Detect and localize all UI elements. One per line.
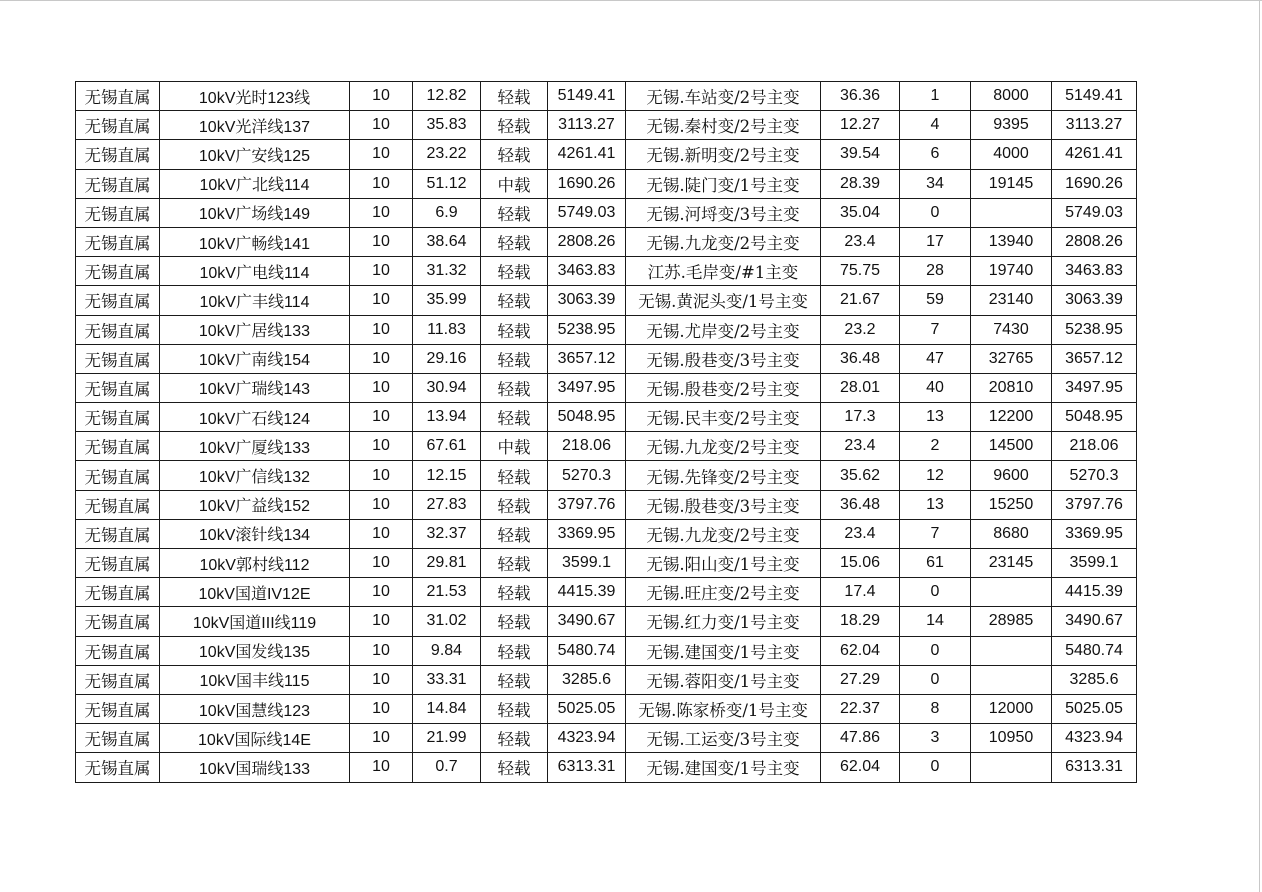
line-name-cell: 10kV国丰线115 — [160, 665, 350, 694]
load-status-cell: 轻载 — [481, 724, 548, 753]
load-rate-cell: 9.84 — [413, 636, 481, 665]
total-capacity-cell: 32765 — [971, 344, 1052, 373]
count-cell: 34 — [900, 169, 971, 198]
voltage-cell: 10 — [350, 578, 413, 607]
transformer-load-cell: 27.29 — [821, 665, 900, 694]
voltage-cell: 10 — [350, 286, 413, 315]
transformer-cell: 无锡.蓉阳变/1号主变 — [626, 665, 821, 694]
page-top-border — [0, 0, 1262, 1]
capacity-cell: 5149.41 — [548, 82, 626, 111]
count-cell: 7 — [900, 315, 971, 344]
voltage-cell: 10 — [350, 169, 413, 198]
load-rate-cell: 32.37 — [413, 519, 481, 548]
line-name-cell: 10kV广益线152 — [160, 490, 350, 519]
capacity-cell: 3657.12 — [548, 344, 626, 373]
load-rate-cell: 30.94 — [413, 373, 481, 402]
load-status-cell: 轻载 — [481, 665, 548, 694]
available-capacity-cell: 5025.05 — [1052, 694, 1137, 723]
transformer-cell: 无锡.秦村变/2号主变 — [626, 111, 821, 140]
load-status-cell: 轻载 — [481, 519, 548, 548]
available-capacity-cell: 1690.26 — [1052, 169, 1137, 198]
transformer-load-cell: 47.86 — [821, 724, 900, 753]
count-cell: 0 — [900, 665, 971, 694]
total-capacity-cell — [971, 636, 1052, 665]
count-cell: 7 — [900, 519, 971, 548]
count-cell: 4 — [900, 111, 971, 140]
voltage-cell: 10 — [350, 549, 413, 578]
voltage-cell: 10 — [350, 403, 413, 432]
region-cell: 无锡直属 — [76, 461, 160, 490]
transformer-load-cell: 62.04 — [821, 753, 900, 782]
available-capacity-cell: 218.06 — [1052, 432, 1137, 461]
capacity-cell: 5270.3 — [548, 461, 626, 490]
region-cell: 无锡直属 — [76, 344, 160, 373]
total-capacity-cell: 13940 — [971, 227, 1052, 256]
transformer-load-cell: 36.36 — [821, 82, 900, 111]
capacity-cell: 4261.41 — [548, 140, 626, 169]
transformer-cell: 江苏.毛岸变/#1主变 — [626, 257, 821, 286]
load-rate-cell: 0.7 — [413, 753, 481, 782]
total-capacity-cell: 8680 — [971, 519, 1052, 548]
transformer-load-cell: 17.4 — [821, 578, 900, 607]
line-name-cell: 10kV广丰线114 — [160, 286, 350, 315]
capacity-cell: 5749.03 — [548, 198, 626, 227]
table-row — [76, 753, 1137, 782]
capacity-cell: 218.06 — [548, 432, 626, 461]
table-row — [76, 490, 1137, 519]
transformer-load-cell: 23.4 — [821, 227, 900, 256]
line-name-cell: 10kV广场线149 — [160, 198, 350, 227]
capacity-cell: 3463.83 — [548, 257, 626, 286]
voltage-cell: 10 — [350, 257, 413, 286]
transformer-load-cell: 62.04 — [821, 636, 900, 665]
capacity-cell: 5480.74 — [548, 636, 626, 665]
table-row — [76, 111, 1137, 140]
transformer-load-cell: 28.01 — [821, 373, 900, 402]
voltage-cell: 10 — [350, 111, 413, 140]
line-name-cell: 10kV广石线124 — [160, 403, 350, 432]
region-cell: 无锡直属 — [76, 490, 160, 519]
page-right-border — [1259, 0, 1260, 892]
load-rate-cell: 21.99 — [413, 724, 481, 753]
capacity-cell: 3490.67 — [548, 607, 626, 636]
voltage-cell: 10 — [350, 753, 413, 782]
transformer-cell: 无锡.九龙变/2号主变 — [626, 227, 821, 256]
table-row — [76, 373, 1137, 402]
capacity-cell: 5048.95 — [548, 403, 626, 432]
total-capacity-cell — [971, 578, 1052, 607]
region-cell: 无锡直属 — [76, 286, 160, 315]
available-capacity-cell: 3797.76 — [1052, 490, 1137, 519]
transformer-load-cell: 35.62 — [821, 461, 900, 490]
table-row — [76, 432, 1137, 461]
load-rate-cell: 35.99 — [413, 286, 481, 315]
count-cell: 0 — [900, 198, 971, 227]
transformer-cell: 无锡.殷巷变/2号主变 — [626, 373, 821, 402]
line-name-cell: 10kV广信线132 — [160, 461, 350, 490]
capacity-cell: 1690.26 — [548, 169, 626, 198]
transformer-load-cell: 23.4 — [821, 519, 900, 548]
capacity-cell: 3113.27 — [548, 111, 626, 140]
region-cell: 无锡直属 — [76, 578, 160, 607]
count-cell: 2 — [900, 432, 971, 461]
available-capacity-cell: 4261.41 — [1052, 140, 1137, 169]
voltage-cell: 10 — [350, 227, 413, 256]
load-rate-cell: 27.83 — [413, 490, 481, 519]
available-capacity-cell: 3657.12 — [1052, 344, 1137, 373]
available-capacity-cell: 5048.95 — [1052, 403, 1137, 432]
load-status-cell: 轻载 — [481, 373, 548, 402]
transformer-cell: 无锡.红力变/1号主变 — [626, 607, 821, 636]
load-status-cell: 中载 — [481, 169, 548, 198]
region-cell: 无锡直属 — [76, 227, 160, 256]
table-row — [76, 694, 1137, 723]
voltage-cell: 10 — [350, 140, 413, 169]
voltage-cell: 10 — [350, 607, 413, 636]
voltage-cell: 10 — [350, 432, 413, 461]
line-name-cell: 10kV滚针线134 — [160, 519, 350, 548]
line-name-cell: 10kV广电线114 — [160, 257, 350, 286]
count-cell: 1 — [900, 82, 971, 111]
table-row — [76, 461, 1137, 490]
total-capacity-cell: 19740 — [971, 257, 1052, 286]
total-capacity-cell: 4000 — [971, 140, 1052, 169]
transformer-cell: 无锡.殷巷变/3号主变 — [626, 344, 821, 373]
table-row — [76, 519, 1137, 548]
count-cell: 47 — [900, 344, 971, 373]
data-table — [75, 81, 1137, 783]
region-cell: 无锡直属 — [76, 111, 160, 140]
load-rate-cell: 31.02 — [413, 607, 481, 636]
count-cell: 6 — [900, 140, 971, 169]
available-capacity-cell: 3490.67 — [1052, 607, 1137, 636]
load-rate-cell: 67.61 — [413, 432, 481, 461]
count-cell: 0 — [900, 636, 971, 665]
count-cell: 12 — [900, 461, 971, 490]
line-name-cell: 10kV广厦线133 — [160, 432, 350, 461]
load-status-cell: 轻载 — [481, 607, 548, 636]
transformer-cell: 无锡.九龙变/2号主变 — [626, 519, 821, 548]
available-capacity-cell: 6313.31 — [1052, 753, 1137, 782]
available-capacity-cell: 3113.27 — [1052, 111, 1137, 140]
transformer-cell: 无锡.先锋变/2号主变 — [626, 461, 821, 490]
load-status-cell: 轻载 — [481, 636, 548, 665]
region-cell: 无锡直属 — [76, 636, 160, 665]
transformer-load-cell: 21.67 — [821, 286, 900, 315]
table-row — [76, 227, 1137, 256]
load-rate-cell: 14.84 — [413, 694, 481, 723]
load-rate-cell: 38.64 — [413, 227, 481, 256]
available-capacity-cell: 3063.39 — [1052, 286, 1137, 315]
line-name-cell: 10kV广北线114 — [160, 169, 350, 198]
load-rate-cell: 6.9 — [413, 198, 481, 227]
load-status-cell: 轻载 — [481, 257, 548, 286]
transformer-cell: 无锡.民丰变/2号主变 — [626, 403, 821, 432]
line-name-cell: 10kV国慧线123 — [160, 694, 350, 723]
line-name-cell: 10kV广居线133 — [160, 315, 350, 344]
line-name-cell: 10kV国瑞线133 — [160, 753, 350, 782]
count-cell: 61 — [900, 549, 971, 578]
load-status-cell: 轻载 — [481, 227, 548, 256]
total-capacity-cell: 23140 — [971, 286, 1052, 315]
load-rate-cell: 51.12 — [413, 169, 481, 198]
load-rate-cell: 31.32 — [413, 257, 481, 286]
available-capacity-cell: 5238.95 — [1052, 315, 1137, 344]
count-cell: 0 — [900, 578, 971, 607]
transformer-load-cell: 23.2 — [821, 315, 900, 344]
available-capacity-cell: 3285.6 — [1052, 665, 1137, 694]
table-row — [76, 724, 1137, 753]
count-cell: 3 — [900, 724, 971, 753]
region-cell: 无锡直属 — [76, 198, 160, 227]
load-status-cell: 轻载 — [481, 286, 548, 315]
transformer-load-cell: 12.27 — [821, 111, 900, 140]
table-row — [76, 578, 1137, 607]
total-capacity-cell: 9600 — [971, 461, 1052, 490]
voltage-cell: 10 — [350, 694, 413, 723]
total-capacity-cell: 12000 — [971, 694, 1052, 723]
available-capacity-cell: 4415.39 — [1052, 578, 1137, 607]
line-name-cell: 10kV广瑞线143 — [160, 373, 350, 402]
load-status-cell: 轻载 — [481, 403, 548, 432]
region-cell: 无锡直属 — [76, 140, 160, 169]
capacity-cell: 3369.95 — [548, 519, 626, 548]
capacity-cell: 3063.39 — [548, 286, 626, 315]
transformer-cell: 无锡.建国变/1号主变 — [626, 753, 821, 782]
transformer-cell: 无锡.陡门变/1号主变 — [626, 169, 821, 198]
total-capacity-cell: 9395 — [971, 111, 1052, 140]
capacity-cell: 3599.1 — [548, 549, 626, 578]
transformer-cell: 无锡.尤岸变/2号主变 — [626, 315, 821, 344]
available-capacity-cell: 5270.3 — [1052, 461, 1137, 490]
count-cell: 8 — [900, 694, 971, 723]
total-capacity-cell — [971, 665, 1052, 694]
table-row — [76, 549, 1137, 578]
capacity-cell: 4323.94 — [548, 724, 626, 753]
load-status-cell: 轻载 — [481, 694, 548, 723]
voltage-cell: 10 — [350, 724, 413, 753]
region-cell: 无锡直属 — [76, 82, 160, 111]
load-rate-cell: 29.16 — [413, 344, 481, 373]
load-rate-cell: 12.82 — [413, 82, 481, 111]
transformer-load-cell: 15.06 — [821, 549, 900, 578]
voltage-cell: 10 — [350, 461, 413, 490]
transformer-load-cell: 28.39 — [821, 169, 900, 198]
region-cell: 无锡直属 — [76, 549, 160, 578]
count-cell: 14 — [900, 607, 971, 636]
voltage-cell: 10 — [350, 315, 413, 344]
count-cell: 28 — [900, 257, 971, 286]
total-capacity-cell: 28985 — [971, 607, 1052, 636]
count-cell: 40 — [900, 373, 971, 402]
line-name-cell: 10kV国发线135 — [160, 636, 350, 665]
line-name-cell: 10kV国道IV12E — [160, 578, 350, 607]
count-cell: 59 — [900, 286, 971, 315]
capacity-cell: 2808.26 — [548, 227, 626, 256]
load-rate-cell: 12.15 — [413, 461, 481, 490]
region-cell: 无锡直属 — [76, 694, 160, 723]
line-name-cell: 10kV广安线125 — [160, 140, 350, 169]
table-body — [76, 82, 1137, 783]
load-status-cell: 轻载 — [481, 549, 548, 578]
available-capacity-cell: 2808.26 — [1052, 227, 1137, 256]
load-status-cell: 轻载 — [481, 82, 548, 111]
region-cell: 无锡直属 — [76, 665, 160, 694]
total-capacity-cell: 10950 — [971, 724, 1052, 753]
transformer-load-cell: 36.48 — [821, 344, 900, 373]
available-capacity-cell: 5149.41 — [1052, 82, 1137, 111]
available-capacity-cell: 3369.95 — [1052, 519, 1137, 548]
count-cell: 0 — [900, 753, 971, 782]
voltage-cell: 10 — [350, 344, 413, 373]
line-name-cell: 10kV国际线14E — [160, 724, 350, 753]
available-capacity-cell: 5749.03 — [1052, 198, 1137, 227]
line-name-cell: 10kV广南线154 — [160, 344, 350, 373]
load-rate-cell: 11.83 — [413, 315, 481, 344]
count-cell: 13 — [900, 403, 971, 432]
available-capacity-cell: 3599.1 — [1052, 549, 1137, 578]
load-rate-cell: 23.22 — [413, 140, 481, 169]
total-capacity-cell: 20810 — [971, 373, 1052, 402]
transformer-load-cell: 75.75 — [821, 257, 900, 286]
load-status-cell: 轻载 — [481, 111, 548, 140]
load-status-cell: 轻载 — [481, 461, 548, 490]
transformer-load-cell: 23.4 — [821, 432, 900, 461]
total-capacity-cell: 7430 — [971, 315, 1052, 344]
region-cell: 无锡直属 — [76, 257, 160, 286]
region-cell: 无锡直属 — [76, 432, 160, 461]
transformer-cell: 无锡.建国变/1号主变 — [626, 636, 821, 665]
transformer-load-cell: 35.04 — [821, 198, 900, 227]
voltage-cell: 10 — [350, 82, 413, 111]
transformer-cell: 无锡.河埒变/3号主变 — [626, 198, 821, 227]
table-row — [76, 198, 1137, 227]
region-cell: 无锡直属 — [76, 519, 160, 548]
load-status-cell: 轻载 — [481, 140, 548, 169]
total-capacity-cell: 8000 — [971, 82, 1052, 111]
count-cell: 13 — [900, 490, 971, 519]
region-cell: 无锡直属 — [76, 724, 160, 753]
table-row — [76, 82, 1137, 111]
available-capacity-cell: 3497.95 — [1052, 373, 1137, 402]
transformer-cell: 无锡.黄泥头变/1号主变 — [626, 286, 821, 315]
available-capacity-cell: 4323.94 — [1052, 724, 1137, 753]
total-capacity-cell — [971, 198, 1052, 227]
capacity-cell: 6313.31 — [548, 753, 626, 782]
transformer-cell: 无锡.阳山变/1号主变 — [626, 549, 821, 578]
capacity-cell: 3285.6 — [548, 665, 626, 694]
table-row — [76, 344, 1137, 373]
region-cell: 无锡直属 — [76, 607, 160, 636]
total-capacity-cell: 23145 — [971, 549, 1052, 578]
total-capacity-cell: 14500 — [971, 432, 1052, 461]
load-status-cell: 轻载 — [481, 753, 548, 782]
capacity-cell: 3797.76 — [548, 490, 626, 519]
table-row — [76, 286, 1137, 315]
voltage-cell: 10 — [350, 490, 413, 519]
load-rate-cell: 33.31 — [413, 665, 481, 694]
voltage-cell: 10 — [350, 519, 413, 548]
total-capacity-cell: 15250 — [971, 490, 1052, 519]
region-cell: 无锡直属 — [76, 315, 160, 344]
transformer-load-cell: 18.29 — [821, 607, 900, 636]
capacity-cell: 5025.05 — [548, 694, 626, 723]
load-rate-cell: 29.81 — [413, 549, 481, 578]
table-row — [76, 315, 1137, 344]
load-status-cell: 中载 — [481, 432, 548, 461]
voltage-cell: 10 — [350, 373, 413, 402]
load-status-cell: 轻载 — [481, 198, 548, 227]
total-capacity-cell: 12200 — [971, 403, 1052, 432]
total-capacity-cell: 19145 — [971, 169, 1052, 198]
transformer-load-cell: 39.54 — [821, 140, 900, 169]
total-capacity-cell — [971, 753, 1052, 782]
count-cell: 17 — [900, 227, 971, 256]
transformer-cell: 无锡.旺庄变/2号主变 — [626, 578, 821, 607]
load-status-cell: 轻载 — [481, 315, 548, 344]
transformer-cell: 无锡.工运变/3号主变 — [626, 724, 821, 753]
table-row — [76, 636, 1137, 665]
transformer-load-cell: 36.48 — [821, 490, 900, 519]
line-name-cell: 10kV光洋线137 — [160, 111, 350, 140]
load-rate-cell: 13.94 — [413, 403, 481, 432]
capacity-cell: 4415.39 — [548, 578, 626, 607]
available-capacity-cell: 3463.83 — [1052, 257, 1137, 286]
available-capacity-cell: 5480.74 — [1052, 636, 1137, 665]
table-row — [76, 140, 1137, 169]
transformer-cell: 无锡.新明变/2号主变 — [626, 140, 821, 169]
line-name-cell: 10kV光时123线 — [160, 82, 350, 111]
transformer-load-cell: 22.37 — [821, 694, 900, 723]
transformer-cell: 无锡.九龙变/2号主变 — [626, 432, 821, 461]
region-cell: 无锡直属 — [76, 373, 160, 402]
load-status-cell: 轻载 — [481, 578, 548, 607]
region-cell: 无锡直属 — [76, 169, 160, 198]
capacity-cell: 5238.95 — [548, 315, 626, 344]
line-name-cell: 10kV国道III线119 — [160, 607, 350, 636]
table-row — [76, 665, 1137, 694]
region-cell: 无锡直属 — [76, 403, 160, 432]
line-name-cell: 10kV郭村线112 — [160, 549, 350, 578]
transformer-load-cell: 17.3 — [821, 403, 900, 432]
table-row — [76, 607, 1137, 636]
load-status-cell: 轻载 — [481, 344, 548, 373]
load-status-cell: 轻载 — [481, 490, 548, 519]
table-row — [76, 257, 1137, 286]
transformer-cell: 无锡.陈家桥变/1号主变 — [626, 694, 821, 723]
region-cell: 无锡直属 — [76, 753, 160, 782]
load-rate-cell: 21.53 — [413, 578, 481, 607]
load-rate-cell: 35.83 — [413, 111, 481, 140]
voltage-cell: 10 — [350, 665, 413, 694]
table-row — [76, 403, 1137, 432]
transformer-cell: 无锡.车站变/2号主变 — [626, 82, 821, 111]
transformer-cell: 无锡.殷巷变/3号主变 — [626, 490, 821, 519]
voltage-cell: 10 — [350, 198, 413, 227]
voltage-cell: 10 — [350, 636, 413, 665]
capacity-cell: 3497.95 — [548, 373, 626, 402]
table-row — [76, 169, 1137, 198]
line-name-cell: 10kV广畅线141 — [160, 227, 350, 256]
